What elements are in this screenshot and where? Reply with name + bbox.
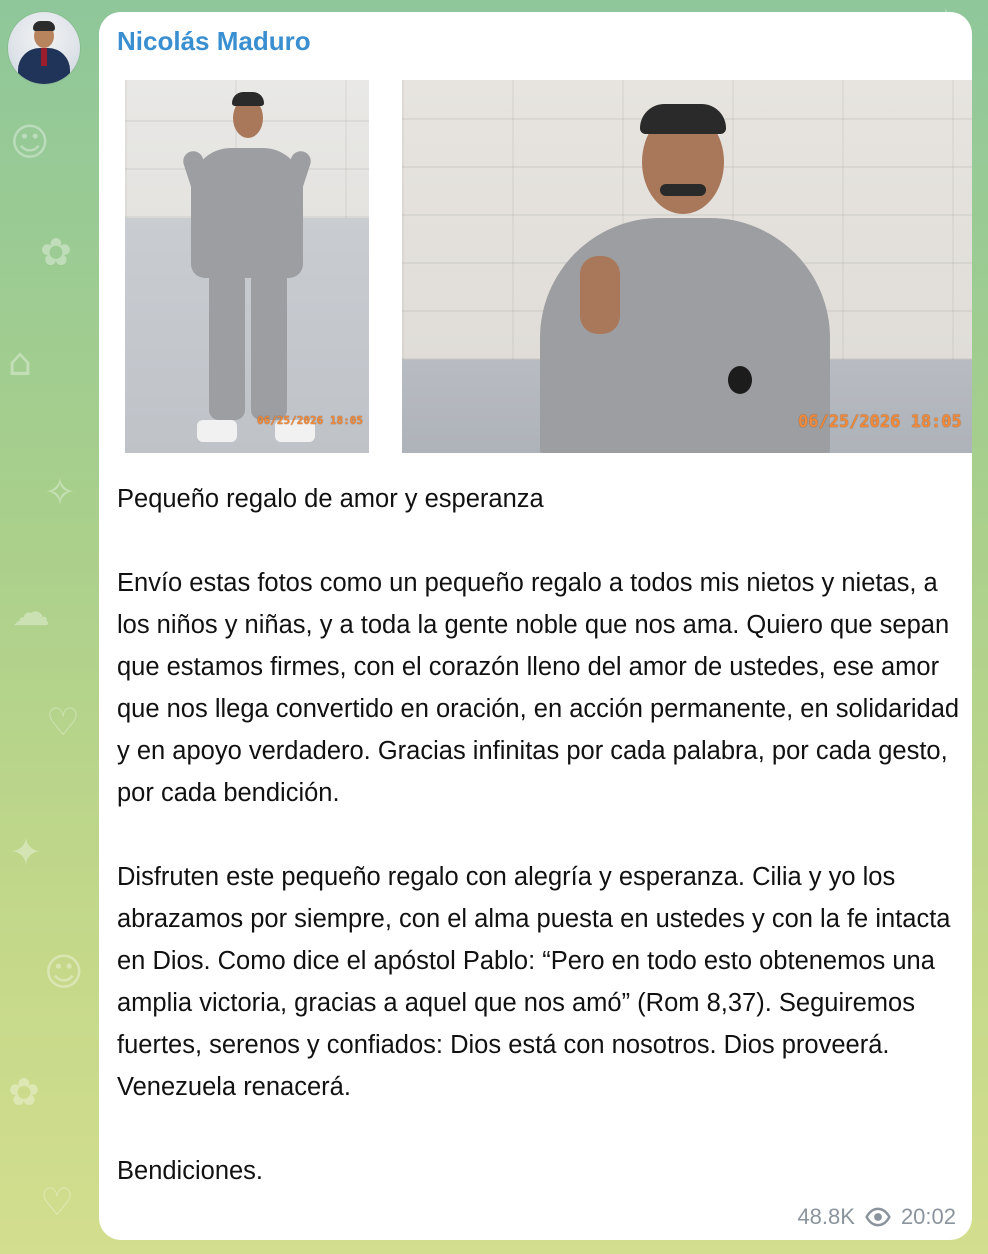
message-meta	[797, 1204, 956, 1230]
photo-timestamp: 06/25/2026 18:05	[798, 412, 962, 432]
message-paragraph: Envío estas fotos como un pequeño regalo a todos mis nietos y nietas, a los niños y niñas, y a toda la gente noble que nos ama. Quiero que sepan que estamos firmes, con el corazón lleno del amor de ustedes, ese amor que nos llega convertido en oración, en acción permanente, en solidaridad y en apoyo verdadero. Gracias infinitas por cada palabra, por cada gesto, por cada bendición.	[117, 569, 960, 807]
message-text	[117, 478, 962, 1192]
message-paragraph: Disfruten este pequeño regalo con alegría y esperanza. Cilia y yo los abrazamos por siempre, con el alma puesta en ustedes y con la fe intacta en Dios. Como dice el apóstol Pablo: “Pero en todo esto obtenemos una amplia victoria, gracias a aquel que nos amó” (Rom 8,37). Seguiremos fuertes, serenos y confiados: Dios está con nosotros. Dios proveerá. Venezuela renacerá.	[117, 863, 951, 1101]
eye-icon	[865, 1204, 891, 1230]
doodle-icon: ✿	[40, 230, 72, 274]
photo-full-body[interactable]	[125, 80, 369, 453]
avatar[interactable]	[8, 12, 80, 84]
view-count: 48.8K	[797, 1204, 855, 1229]
doodle-icon: ✦	[10, 830, 42, 874]
doodle-icon: ☺	[10, 120, 50, 164]
message-title: Pequeño regalo de amor y esperanza	[117, 485, 544, 513]
doodle-icon: ☁	[12, 590, 50, 634]
doodle-icon: ✧	[44, 470, 76, 514]
message-closing: Bendiciones.	[117, 1157, 264, 1185]
doodle-icon: ⌂	[8, 340, 33, 384]
message-time: 20:02	[900, 1204, 956, 1229]
photo-portrait[interactable]	[402, 80, 972, 453]
author-name[interactable]: Nicolás Maduro	[117, 26, 311, 56]
message-bubble	[99, 12, 972, 1240]
doodle-icon: ✿	[8, 1070, 40, 1114]
doodle-icon: ♡	[46, 700, 81, 744]
photo-timestamp: 06/25/2026 18:05	[257, 414, 363, 427]
doodle-icon: ☺	[44, 950, 84, 994]
doodle-icon: ♡	[40, 1180, 75, 1224]
